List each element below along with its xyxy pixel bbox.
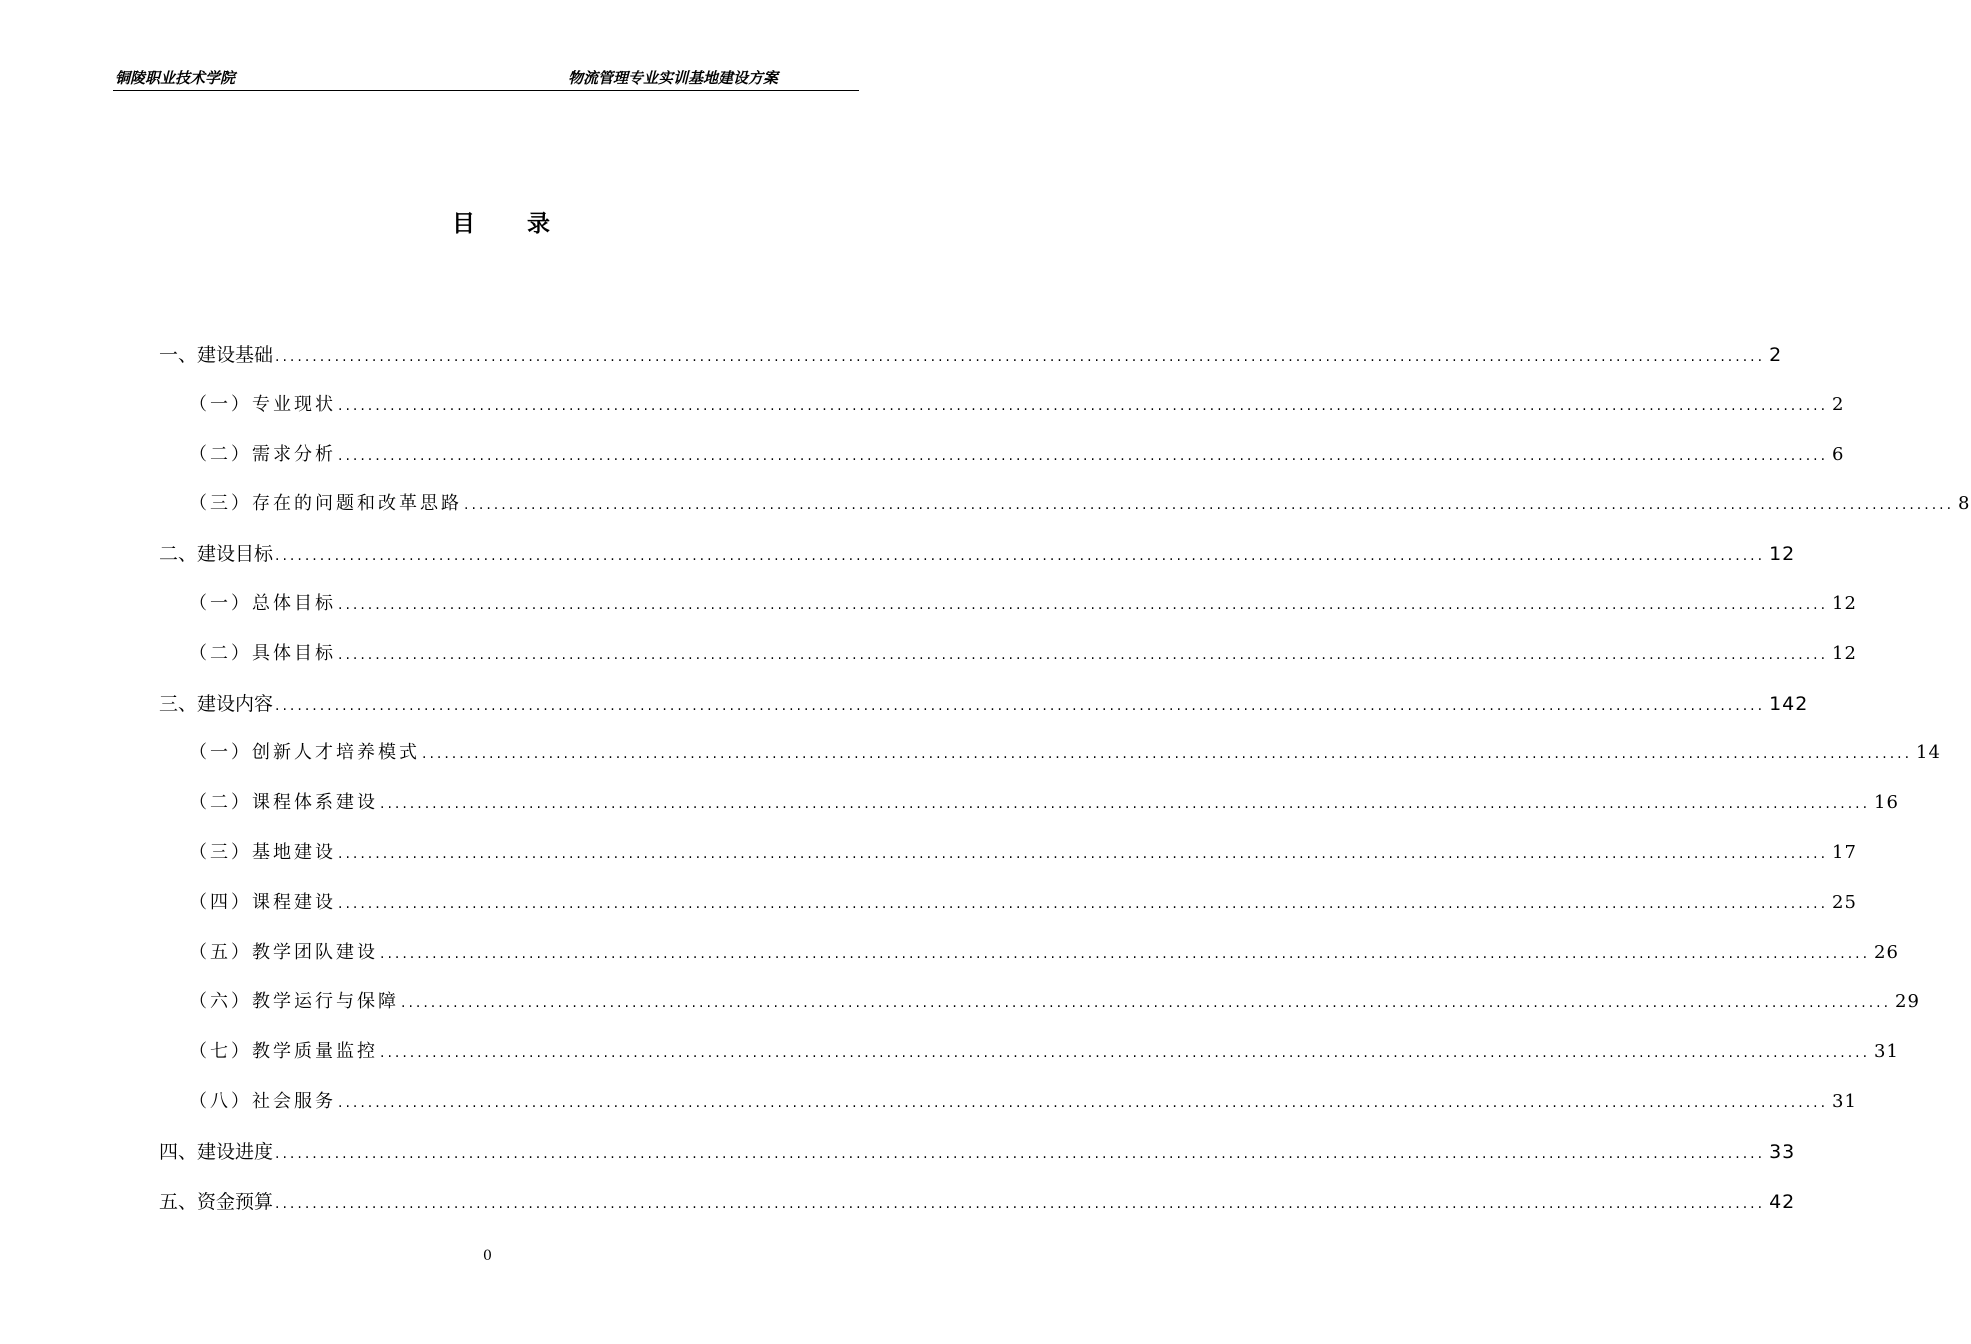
toc-entry-label: （四）课程建设: [189, 891, 336, 913]
header-document-title: 物流管理专业实训基地建设方案: [568, 69, 779, 87]
toc-dot-leader: ........................................................................................................................................................................................................: [275, 1145, 1766, 1162]
toc-entry-page: 12: [1832, 642, 1857, 664]
toc-dot-leader: ........................................................................................................................................................................................................: [275, 548, 1766, 565]
toc-entry-label: （一）专业现状: [189, 393, 336, 415]
toc-dot-leader: ........................................................................................................................................................................................................: [275, 697, 1766, 714]
toc-subsection[interactable]: [189, 489, 1971, 515]
toc-entry-label: 五、资金预算: [159, 1190, 274, 1213]
toc-entry-label: （一）创新人才培养模式: [189, 742, 420, 764]
toc-dot-leader: ........................................................................................................................................................................................................: [338, 895, 1829, 912]
toc-entry-label: （三）存在的问题和改革思路: [189, 493, 462, 515]
toc-entry-page: 25: [1832, 891, 1857, 913]
toc-entry-page: 12: [1769, 543, 1796, 566]
toc-entry-page: 42: [1769, 1190, 1796, 1213]
toc-dot-leader: ........................................................................................................................................................................................................: [338, 646, 1829, 663]
toc-entry-page: 2: [1769, 344, 1783, 366]
toc-entry-label: （七）教学质量监控: [189, 1041, 378, 1063]
toc-dot-leader: ........................................................................................................................................................................................................: [380, 1045, 1871, 1062]
toc-entry-page: 17: [1832, 842, 1857, 863]
toc-section[interactable]: [159, 539, 1796, 566]
toc-subsection[interactable]: [189, 390, 1845, 416]
toc-entry-label: （三）基地建设: [189, 842, 336, 863]
toc-entry-label: （八）社会服务: [189, 1091, 336, 1112]
toc-entry-page: 16: [1874, 792, 1899, 814]
toc-subsection[interactable]: [189, 987, 1920, 1013]
toc-subsection[interactable]: [189, 938, 1899, 964]
page-number: 0: [483, 1248, 492, 1264]
toc-entry-page: 33: [1769, 1140, 1796, 1163]
toc-section[interactable]: [159, 689, 1809, 716]
toc-entry-label: （六）教学运行与保障: [189, 991, 399, 1013]
header-institution: 铜陵职业技术学院: [115, 69, 236, 87]
toc-entry-label: （五）教学团队建设: [189, 941, 378, 963]
toc-dot-leader: ........................................................................................................................................................................................................: [422, 746, 1913, 763]
toc-entry-page: 6: [1832, 443, 1845, 465]
toc-entry-label: （二）课程体系建设: [189, 792, 378, 814]
toc-dot-leader: ........................................................................................................................................................................................................: [338, 846, 1829, 862]
toc-entry-page: 29: [1895, 991, 1920, 1013]
toc-entry-page: 31: [1832, 1091, 1857, 1112]
toc-subsection[interactable]: [189, 738, 1941, 764]
toc-dot-leader: ........................................................................................................................................................................................................: [380, 796, 1871, 813]
toc-section[interactable]: [159, 1187, 1796, 1214]
toc-entry-label: 二、建设目标: [159, 543, 274, 566]
toc-entry-page: 26: [1874, 941, 1899, 963]
toc-entry-page: 14: [1916, 742, 1941, 764]
toc-entry-page: 31: [1874, 1041, 1899, 1063]
toc-entry-page: 142: [1769, 692, 1809, 715]
toc-entry-label: （二）需求分析: [189, 443, 336, 465]
toc-entry-page: 8: [1958, 493, 1971, 515]
toc-subsection[interactable]: [189, 1037, 1899, 1063]
toc-dot-leader: ........................................................................................................................................................................................................: [464, 497, 1955, 514]
toc-entry-label: 四、建设进度: [159, 1140, 274, 1163]
toc-dot-leader: ........................................................................................................................................................................................................: [338, 1095, 1829, 1111]
toc-title: 目 录: [451, 211, 572, 237]
toc-entry-label: 一、建设基础: [159, 344, 274, 366]
toc-entry-page: 12: [1832, 593, 1857, 614]
toc-dot-leader: ........................................................................................................................................................................................................: [338, 397, 1829, 414]
toc-dot-leader: ........................................................................................................................................................................................................: [338, 447, 1829, 464]
toc-subsection[interactable]: [189, 1087, 1857, 1113]
toc-entry-page: 2: [1832, 393, 1845, 415]
page-header: [113, 68, 859, 91]
toc-dot-leader: ........................................................................................................................................................................................................: [401, 995, 1892, 1012]
toc-subsection[interactable]: [189, 589, 1857, 615]
toc-subsection[interactable]: [189, 888, 1857, 914]
toc-dot-leader: ........................................................................................................................................................................................................: [275, 349, 1766, 365]
toc-entry-label: 三、建设内容: [159, 692, 274, 715]
toc-section[interactable]: [159, 340, 1783, 367]
toc-subsection[interactable]: [189, 639, 1857, 665]
toc-dot-leader: ........................................................................................................................................................................................................: [380, 945, 1871, 962]
toc-dot-leader: ........................................................................................................................................................................................................: [275, 1195, 1766, 1212]
toc-subsection[interactable]: [189, 838, 1857, 864]
toc-entry-label: （二）具体目标: [189, 642, 336, 664]
toc-section[interactable]: [159, 1137, 1796, 1164]
toc-entry-label: （一）总体目标: [189, 593, 336, 614]
toc-subsection[interactable]: [189, 788, 1899, 814]
toc-subsection[interactable]: [189, 440, 1845, 466]
toc-dot-leader: ........................................................................................................................................................................................................: [338, 597, 1829, 613]
